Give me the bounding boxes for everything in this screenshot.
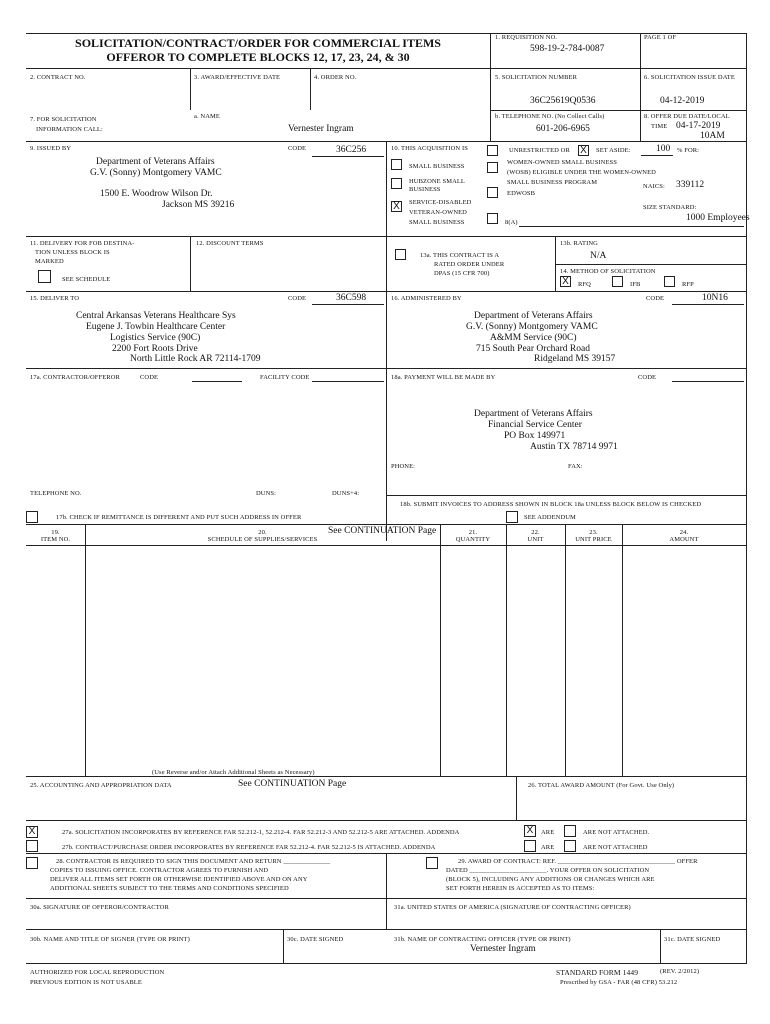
col-quantity-number: 21. <box>468 529 478 536</box>
clause-28-line-4: ADDITIONAL SHEETS SUBJECT TO THE TERMS AND CONDITIONS SPECIFIED <box>50 885 289 892</box>
clause-28-line-3: DELIVER ALL ITEMS SET FORTH OR OTHERWISE IDENTIFIED ABOVE AND ON ANY <box>50 876 308 883</box>
deliver-to-line-3: Logistics Service (90C) <box>110 333 201 343</box>
sdvosb-checkbox[interactable]: X <box>391 201 402 212</box>
col-unit-number: 22. <box>531 529 540 536</box>
hubzone-label-1: HUBZONE SMALL <box>409 178 466 185</box>
contractor-label: 17a. CONTRACTOR/OFFEROR <box>30 374 120 381</box>
rfp-checkbox[interactable] <box>664 276 675 287</box>
rfq-checkbox[interactable]: X <box>560 276 571 287</box>
payment-code-label: CODE <box>638 374 657 381</box>
edwosb-checkbox[interactable] <box>487 187 498 198</box>
total-award-label: 26. TOTAL AWARD AMOUNT (For Govt. Use Only) <box>528 782 675 789</box>
addenda-27a-not-label: ARE NOT ATTACHED. <box>583 829 650 836</box>
rated-order-label-2: RATED ORDER UNDER <box>434 261 505 268</box>
small-business-label: SMALL BUSINESS <box>409 163 465 170</box>
clause-29-line-4: SET FORTH HEREIN IS ACCEPTED AS TO ITEMS: <box>446 885 595 892</box>
offer-due-label: 8. OFFER DUE DATE/LOCAL <box>644 113 730 120</box>
officer-date-signed-label: 31c. DATE SIGNED <box>664 936 721 943</box>
deliver-to-line-4: 2200 Fort Roots Drive <box>112 344 198 354</box>
addenda-27a-are-checkbox[interactable]: X <box>524 825 536 837</box>
telephone-label: b. TELEPHONE NO. (No Collect Calls) <box>495 113 605 120</box>
addenda-27a-are-label: ARE <box>541 829 555 836</box>
contractor-code-label: CODE <box>140 374 159 381</box>
addenda-27b-are-label: ARE <box>541 844 555 851</box>
solicitation-info-label-2: INFORMATION CALL: <box>36 126 103 133</box>
col-unit-price: UNIT PRICE <box>575 536 612 543</box>
clause-27b-checkbox[interactable] <box>26 840 38 852</box>
see-addendum-label: SEE ADDENDUM <box>524 514 576 521</box>
hubzone-checkbox[interactable] <box>391 178 402 189</box>
offeror-signature-label: 30a. SIGNATURE OF OFFEROR/CONTRACTOR <box>30 904 169 911</box>
wosb-label-1: WOMEN-OWNED SMALL BUSINESS <box>507 159 617 166</box>
telephone-number: 601-206-6965 <box>536 124 590 134</box>
payment-line-3: PO Box 149971 <box>504 431 566 441</box>
schedule-continuation-note: See CONTINUATION Page <box>328 526 437 536</box>
col-item-no: ITEM NO. <box>40 536 71 543</box>
rating-label: 13b. RATING <box>560 240 598 247</box>
contractor-telephone-label: TELEPHONE NO. <box>30 490 82 497</box>
wosb-label-3: SMALL BUSINESS PROGRAM <box>507 179 598 186</box>
footer-previous-edition: PREVIOUS EDITION IS NOT USABLE <box>30 979 142 986</box>
sdvosb-label-2: VETERAN-OWNED <box>409 209 467 216</box>
col-quantity: QUANTITY <box>455 536 491 543</box>
issued-by-line-2: G.V. (Sonny) Montgomery VAMC <box>90 168 222 178</box>
administered-by-line-4: 715 South Pear Orchard Road <box>476 344 590 354</box>
eight-a-label: 8(A) <box>505 219 518 226</box>
wosb-checkbox[interactable] <box>487 162 498 173</box>
offer-due-time: 10AM <box>700 131 725 141</box>
clause-28-line-1: 28. CONTRACTOR IS REQUIRED TO SIGN THIS DOCUMENT AND RETURN ______________ <box>56 858 331 865</box>
fob-label-2: TION UNLESS BLOCK IS <box>35 249 110 256</box>
rated-order-label-3: DPAS (15 CFR 700) <box>434 270 490 277</box>
payment-label: 18a. PAYMENT WILL BE MADE BY <box>391 374 496 381</box>
issue-date-label: 6. SOLICITATION ISSUE DATE <box>644 74 735 81</box>
deliver-to-line-1: Central Arkansas Veterans Healthcare Sys <box>76 311 236 321</box>
see-schedule-checkbox[interactable] <box>38 270 51 283</box>
hubzone-label-2: BUSINESS <box>409 186 441 193</box>
wosb-label-2: (WOSB) ELIGIBLE UNDER THE WOMEN-OWNED <box>507 169 656 176</box>
set-aside-percent: 100 <box>656 144 671 154</box>
rated-order-checkbox[interactable] <box>395 249 406 260</box>
set-aside-label: SET ASIDE: <box>596 147 631 154</box>
clause-29-line-2: DATED _______________________. YOUR OFFER ON SOLICITATION <box>446 867 650 874</box>
issued-by-line-4: Jackson MS 39216 <box>162 200 235 210</box>
administered-by-line-5: Ridgeland MS 39157 <box>534 354 616 364</box>
col-amount-number: 24. <box>679 529 689 536</box>
remittance-label: 17b. CHECK IF REMITTANCE IS DIFFERENT AND PUT SUCH ADDRESS IN OFFER <box>56 514 302 521</box>
sdvosb-label-1: SERVICE-DISABLED <box>409 199 472 206</box>
eight-a-checkbox[interactable] <box>487 213 498 224</box>
payment-fax-label: FAX: <box>568 463 583 470</box>
see-addendum-checkbox[interactable] <box>506 511 518 523</box>
footer-authorized: AUTHORIZED FOR LOCAL REPRODUCTION <box>30 969 165 976</box>
footer-prescribed: Prescribed by GSA - FAR (48 CFR) 53.212 <box>560 979 678 986</box>
page-label: PAGE 1 OF <box>644 34 677 41</box>
ifb-label: IFB <box>630 281 641 288</box>
discount-terms-label: 12. DISCOUNT TERMS <box>196 240 264 247</box>
size-standard: 1000 Employees <box>686 213 750 223</box>
duns-label: DUNS: <box>256 490 277 497</box>
clause-27b-text: 27b. CONTRACT/PURCHASE ORDER INCORPORATES BY REFERENCE FAR 52.212-4. FAR 52.212-5 IS ATTACHED. ADDENDA <box>62 844 436 851</box>
footer-form-number: STANDARD FORM 1449 <box>556 968 639 977</box>
col-unit-price-number: 23. <box>589 529 598 536</box>
fob-label-3: MARKED <box>35 258 64 265</box>
order-no-label: 4. ORDER NO. <box>314 74 357 81</box>
deliver-to-label: 15. DELIVER TO <box>30 295 80 302</box>
contract-no-label: 2. CONTRACT NO. <box>30 74 86 81</box>
payment-phone-label: PHONE: <box>391 463 416 470</box>
fob-label-1: 11. DELIVERY FOR FOB DESTINA- <box>30 240 135 247</box>
ifb-checkbox[interactable] <box>612 276 623 287</box>
footer-revision: (REV. 2/2012) <box>660 968 700 975</box>
administered-by-line-3: A&MM Service (90C) <box>490 333 577 343</box>
edwosb-label: EDWOSB <box>507 190 536 197</box>
signer-name-label: 30b. NAME AND TITLE OF SIGNER (TYPE OR PRINT) <box>30 936 190 943</box>
contracting-officer-name-label: 31b. NAME OF CONTRACTING OFFICER (TYPE OR PRINT) <box>394 936 571 943</box>
acquisition-label: 10. THIS ACQUISITION IS <box>391 145 468 152</box>
deliver-to-line-5: North Little Rock AR 72114-1709 <box>130 354 261 364</box>
requisition-number: 598-19-2-784-0087 <box>530 44 605 54</box>
set-aside-for-label: % FOR: <box>677 147 700 154</box>
offer-due-date: 04-17-2019 <box>676 121 721 131</box>
administered-by-label: 16. ADMINISTERED BY <box>391 295 462 302</box>
addenda-27b-not-checkbox[interactable] <box>564 840 576 852</box>
contracting-officer-signature-label: 31a. UNITED STATES OF AMERICA (SIGNATURE OF CONTRACTING OFFICER) <box>394 904 631 911</box>
set-aside-checkbox[interactable]: X <box>578 145 589 156</box>
col-amount: AMOUNT <box>669 536 699 543</box>
administered-by-code: 10N16 <box>702 293 728 303</box>
solicitation-number-label: 5. SOLICITATION NUMBER <box>495 74 578 81</box>
col-unit: UNIT <box>527 536 544 543</box>
unrestricted-checkbox[interactable] <box>487 145 498 156</box>
addenda-27b-not-label: ARE NOT ATTACHED <box>583 844 648 851</box>
accounting-value: See CONTINUATION Page <box>238 779 347 789</box>
issued-by-line-3: 1500 E. Woodrow Wilson Dr. <box>100 189 213 199</box>
award-checkbox[interactable] <box>426 857 438 869</box>
contractor-sign-checkbox[interactable] <box>26 857 38 869</box>
form-title-line1: SOLICITATION/CONTRACT/ORDER FOR COMMERCIAL ITEMS <box>75 36 441 50</box>
issued-by-code-label: CODE <box>288 145 307 152</box>
administered-by-code-label: CODE <box>646 295 665 302</box>
clause-27a-checkbox[interactable]: X <box>26 826 38 838</box>
sdvosb-label-3: SMALL BUSINESS <box>409 219 465 226</box>
addenda-27b-are-checkbox[interactable] <box>524 840 536 852</box>
offeror-date-signed-label: 30c. DATE SIGNED <box>287 936 344 943</box>
contact-name-label: a. NAME <box>194 113 220 120</box>
col-schedule: SCHEDULE OF SUPPLIES/SERVICES <box>207 536 318 543</box>
administered-by-line-2: G.V. (Sonny) Montgomery VAMC <box>466 322 598 332</box>
deliver-to-line-2: Eugene J. Towbin Healthcare Center <box>86 322 226 332</box>
invoice-label: 18b. SUBMIT INVOICES TO ADDRESS SHOWN IN BLOCK 18a UNLESS BLOCK BELOW IS CHECKED <box>400 501 702 508</box>
rfq-label: RFQ <box>578 281 591 288</box>
clause-29-line-3: (BLOCK 5), INCLUDING ANY ADDITIONS OR CHANGES WHICH ARE <box>446 876 655 883</box>
requisition-label: 1. REQUISITION NO. <box>495 34 558 41</box>
form-title-line2: OFFEROR TO COMPLETE BLOCKS 12, 17, 23, 24, & 30 <box>106 50 410 64</box>
deliver-to-code: 36C598 <box>336 293 367 303</box>
contact-name: Vernester Ingram <box>288 124 354 134</box>
contracting-officer-name: Vernester Ingram <box>470 944 536 954</box>
size-standard-label: SIZE STANDARD: <box>643 204 697 211</box>
rating-value: N/A <box>590 251 607 261</box>
small-business-checkbox[interactable] <box>391 159 402 170</box>
issued-by-code: 36C256 <box>336 145 367 155</box>
facility-code-label: FACILITY CODE <box>260 374 310 381</box>
accounting-label: 25. ACCOUNTING AND APPROPRIATION DATA <box>30 782 172 789</box>
solicitation-number: 36C25619Q0536 <box>530 96 596 106</box>
clause-28-line-2: COPIES TO ISSUING OFFICE. CONTRACTOR AGREES TO FURNISH AND <box>50 867 269 874</box>
unrestricted-label: UNRESTRICTED OR <box>509 147 570 154</box>
addenda-27a-not-checkbox[interactable] <box>564 825 576 837</box>
rfp-label: RFP <box>682 281 694 288</box>
deliver-to-code-label: CODE <box>288 295 307 302</box>
naics-code: 339112 <box>676 180 705 190</box>
solicitation-info-label-1: 7. FOR SOLICITATION <box>30 116 97 123</box>
payment-line-4: Austin TX 78714 9971 <box>530 442 618 452</box>
payment-line-2: Financial Service Center <box>488 420 582 430</box>
administered-by-line-1: Department of Veterans Affairs <box>474 311 593 321</box>
clause-29-line-1: 29. AWARD OF CONTRACT: REF. ___________________________________ OFFER <box>458 858 698 865</box>
duns4-label: DUNS+4: <box>332 490 360 497</box>
clause-27a-text: 27a. SOLICITATION INCORPORATES BY REFERENCE FAR 52.212-1, 52.212-4. FAR 52.212-3 AND 52.212-5 ARE ATTACHED. ADDENDA <box>62 829 460 836</box>
award-date-label: 3. AWARD/EFFECTIVE DATE <box>194 74 281 81</box>
issue-date: 04-12-2019 <box>660 96 705 106</box>
reverse-note: (Use Reverse and/or Attach Additional Sheets as Necessary) <box>152 769 315 776</box>
issued-by-label: 9. ISSUED BY <box>30 145 72 152</box>
solicitation-method-label: 14. METHOD OF SOLICITATION <box>560 268 656 275</box>
naics-label: NAICS: <box>643 183 665 190</box>
see-schedule-label: SEE SCHEDULE <box>62 276 111 283</box>
offer-due-time-label: TIME <box>651 123 668 130</box>
col-item-no-number: 19. <box>51 529 60 536</box>
issued-by-line-1: Department of Veterans Affairs <box>96 157 215 167</box>
rated-order-label-1: 13a. THIS CONTRACT IS A <box>420 252 500 259</box>
remittance-checkbox[interactable] <box>26 511 38 523</box>
payment-line-1: Department of Veterans Affairs <box>474 409 593 419</box>
col-schedule-number: 20. <box>258 529 267 536</box>
